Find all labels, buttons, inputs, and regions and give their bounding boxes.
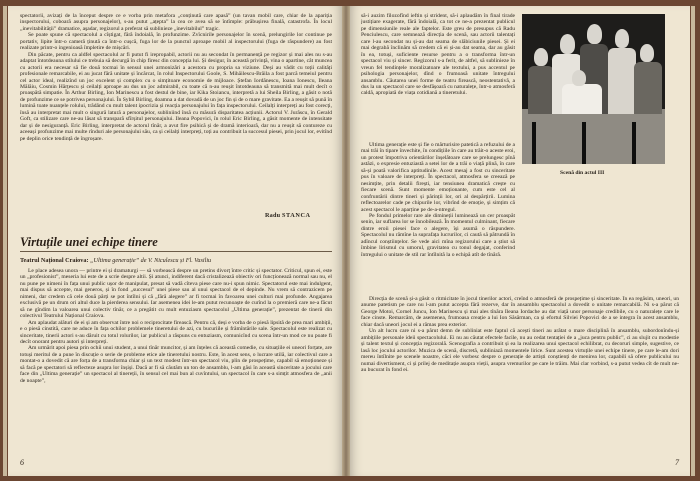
- article-subtitle-play: „Ultima generație” de V. Niculescu și Fl. Vasiliu: [90, 257, 212, 264]
- article-subtitle-theatre: Teatrul Național Craiova:: [20, 257, 89, 264]
- left-paragraph-1: spectatorii, avizați de la început despre ce e vorba prin metafora „conținută care apasă” (un tavan mobil care, chiar de la apariția inspectorului, coboară asupra personajelor), s-au putut „ațepta” la cea ce avea să se întîmple: prăbușirea finală, catastrofa. În locul „inevitabilității” dramatice, aşadar, regizorul a preferat să sublinieze „inevitabilul” tragic.: [20, 13, 332, 32]
- right-column-2-cont: Pe fondul primelor rare ale dimineții luminează un cer proaspăt senin, iar suflarea lor se înnobilează. În momentul culminant, fiecare dintre eroii piesei face o alegere, își asumă o răspundere. Spectacolul nu rămîne la suprafața lucrurilor, ci caută să pătrundă în adîncul conștiințelor. Se vede aici mîna regizorului care a știut să îmbine lirismul cu umorul, gravitatea cu tonul degajat, conferind întregului o unitate de stil rar întîlnită la o echipă atît de tînără.: [361, 212, 515, 258]
- left-paragraph-3: Din păcate, pentru ca aldfel spectacolul ar fi putut fi irepropabil, actorii nu au secondat în permanență pe regizor și mai ales nu s-au adaptat întotdeauna stilului ce trebuia să decurgă în chip firesc din concepția lui. Și desigur, în această privință, vina o apartine, cât muncea cu actorii era necesar să fie două tocmai în sensul unei armonizări a acestora cu propria sa viziune. Deși au vădit cu toții calități profesionale remarcabile, ei au jucat fără unitate și încărcat, în rolul Inspectorului Goole, S. Mihăilescu-Brăila a fost parcă temeiul pentru cel actor ideal, realizînd un joc excelent și complex cu o simțitoare economie de mijloace. Ștefan Iordănescu, Ioana Ionescu, Ileana Mălăiu, Cosmin Hărțescu și ceilalți aproape au dus un joc admirabil, cu toate că n-au reușit întotdeauna să transmită mai mult decît o proaspătă simpatie. În Arthur Birling, Ion Marinescu a fost destul de bine, iar Kika Stoiancu, interpretă a lui Sheila Birling, a găsit o notă de profunzime ce se potrivea personajului. În Sybil Birling, doamna a dat dovadă de un joc fin și de o mare gravitate. Ea a reușit să pună în lumină toate nuanțele rolului, trădând cu mult talent ipocrizia și reacția personajului în fața inspectorului. Ceilalți interpreți au fost corecți, însă au interpretat mai mult o singură latură a personajelor, subliniind însă cu măsură disparitatea acțiunii. Actorul V. Jurăscu, în Gerald Goft, ca stilizare care ne-au lăsat să transpară sfîrșitul personajului. Ileana Popovici, în rolul Eric Birling, a găsit momente de intensitate dar și de nesiguranță. Eric Birling, interpretat de actorul tînăr, a avut fire psihică și de dramă interioară, dar nu a reușit să contureze cu aceeași profunzime mai multe rînduri ale personajului său, ca și ceilalți interpreți, toți au contribuit la succesul piesei, prin jocul lor, evitînd pe deplin orice tendință de îngroșare.: [20, 51, 332, 142]
- author-last-name: STANCA: [282, 212, 311, 219]
- left-article-text: [20, 268, 332, 454]
- article-subtitle: [20, 257, 332, 264]
- stage-photo: [522, 14, 665, 164]
- author-first-name: Radu: [265, 212, 281, 219]
- left-paragraph-2: Se poate spune că spectacolul a cîștigat, fără îndoială, în profunzime. Zvîcnirile personajelor în scenă, prelungirile lor continue pe portativ, lipite într-o cameră ținută ca într-o cușcă, fuga lor de la punctul aproape mobil al inspectorului (fuga de răspundere) au fost realizate printr-o ingenioasă împletire de mișcări.: [20, 32, 332, 52]
- left-page-number: 6: [20, 458, 24, 467]
- right-column-2-text: Ultima generație este și fie o mărturisire patetică a refuzului de a mai trăi în tipare învechite, în condițiile în care au trăit-o aceste eroi, un protest împotriva orientărilor înșelătoare care se prelungesc pînă astăzi, o expresie entuziastă a setei lor de a trăi o viață plină, în care să-și poată valorifica aptitudinile. Acest mesaj a fost cu sinceritate pus în valoare de interpreți. În spectacol, atmosfera se creează pe nesimțite, prin detalii firești, iar tensiunea dramatică crește cu fiecare scenă. Sunt momente emoționante, cum este cel al confruntării dintre tineri și părinții lor, ori al despărțirii. Lumina reflectoarelor cade pe chipurile lor, vibrînd de emoție, și simțim că acest spectacol le aparține pe de-a-ntregul.: [361, 142, 515, 213]
- left-review-text: [20, 13, 332, 201]
- article-paragraph-2: Am aplaudat alături de ei și am observat între noi o reciprocitate firească. Pentru că, deși e vorba de o piesă lipsită de prea mari ambiții, e o piesă cinstită, care ne aduce în fața ochilor problemele tineretului de azi, cu bucuriile și frămîntările sale. Spectacolul este realizat cu sinceritate, tinerii actori s-au dăruit cu totul rolurilor, iar publicul a răspuns cu entuziasm, comunicînd cu scena într-un mod ce nu poate fi decît onorant pentru autori și interpreți.: [20, 319, 332, 345]
- author-signature: [265, 212, 311, 219]
- right-column-1: să-i auzim filozofînd ieftin și strident, să-i aplaudăm în final tirade justițiare exagerate, fără îndoială, ca tot ce ne-a prezentat publicul pe dimensiunile reale ale faptelor. Este greu de presupus că Radu Penciulescu, care semnează direcția de scenă, sau actorii talentați care l-au secondat nu și-au dat seama de slăbiciunile piesei. Și ei mai degrabă înclinăm să credem că ei și-au dat seama, dar au găsit în ea, totuși, suficiente resurse pentru a o transforma într-un spectacol viu și sincer. Regizorul s-a ferit, de altfel, să sublinieze în vreun fel tendințele moralizatoare ale textului, a pus accentul pe psihologia personajelor, dînd o frumoasă unitate întregului ansamblu. Căutarea unei forme de teatru firească, neostentativă, a dus la un spectacol care se desfășoară cu naturalețe, într-o atmosferă caldă, apropiată de viața cotidiană a tineretului.: [361, 13, 515, 97]
- photo-caption: Scenă din actul III: [560, 170, 605, 176]
- right-lower-paragraph-1: Direcția de scenă și-a găsit o ritmicitate în jocul tinerilor actori, creînd o atmosferă de prospețime și sinceritate. În ea regăsim, uneori, un anume patetism pe care nu l-am putut accepta fără rezerve, dar în ansamblu spectacolul a dovedit o unitate remarcabilă. Ni s-a părut că George Motoi, Cornel Juncu, Ion Marinescu și mai ales tînăra Ileana Iordache au dat viață unor personaje credibile, cu o naturalețe care le face cinste. Remarcăm, de asemenea, frumoasa creație a lui Ion Săsărman, ca și efortul Silviei Popovici de a se integra în acest ansamblu, chiar dacă uneori jocul ei a rămas prea exterior.: [361, 296, 679, 328]
- left-page-edge: [3, 6, 7, 476]
- article-paragraph-1: Le place adesea unora — printre ei și dramaturgi — să vorbească despre un pretins divorț între critic și spectator. Criticul, spun ei, este un „profesionist”, meseria lui este de a scrie despre altii. Și atunci, indiferent dacă cristalizează obiectiv ori funcționează normal sau nu, el nu pune pe nimeni în fața unui public ușor de manipulat, presat să vadă cîteva piese care nu-i spun nimic. Spectatorul este mai indulgent, mai dispus să accepte, mai generos, și în fond „succesul” unei piese sau al unui spectacol de el depinde. Nu vrem să contrazicem pe nimeni, dar credem că cele două părți se pot întîlni și că „fără alegere” ar fi tocmai în favoarea unei culturi mai profunde. Angajarea exclusivă pe un drum ori altul duce la pierderea sensului. Iar asemenea idei le-am putut recunoaște de curînd la o premieră care ne-a făcut să ne gîndim la valoarea unui colectiv tînăr, ce a pregătit cu mult entuziasm spectacolul „Ultima generație”, prezentat de tinerii din colectivul Teatrului Național Craiova.: [20, 268, 332, 320]
- title-rule: [20, 251, 332, 252]
- article-title: Virtuțile unei echipe tinere: [20, 235, 158, 249]
- right-column-2: [361, 142, 515, 292]
- right-page-edge: [691, 6, 695, 476]
- article-paragraph-3: Am urmărit apoi piesa prin ochii unui student, a unui tînăr muncitor, și am înțeles că această comedie, cu situațiile ei uneori forțate, are totuși meritul de a pune în discuție o serie de probleme etice ale tineretului nostru. Este, în acest sens, o lucrare utilă, iar colectivul care a montat-o a dovedit că are forța de a transforma chiar și un text modest într-un spectacol viu, plin de prospețime, capabil să emoționeze și să facă pe spectatori să reflecteze asupra lor înșiși. Dacă ar fi să căutăm un ton de ansamblu, l-am găsi în această sinceritate a jocului care face din „Ultima generație” un spectacol al tinereții, în sensul cel mai bun al cuvîntului, un spectacol în care s-a simțit atmosfera de „anii de noapte”,: [20, 345, 332, 384]
- right-lower-paragraph-2: Un alt lucru care ni s-a părut demn de subliniat este faptul că acești tineri au arătat o mare disciplină în ansamblu, subordonîndu-și ambițiile personale ideii spectacolului. Ei nu au căutat efectele facile, nu au cedat tentației de a „juca pentru public”, ci au slujit cu modestie și talent textul și concepția regizorală. Scenografia a contribuit și ea la realizarea unui spectacol echilibrat, cu decoruri simple, sugestive, ce lasă loc jocului actorilor. Muzica de scenă, discretă, subliniază momentele lirice. Sunt acestea virtuțile unei echipe tinere, pe care le-am dori mereu întîlnite pe scenele noastre, căci ele vorbesc despre o generație de artiști conștienți de menirea lor, capabili să ofere publicului nu numai divertisment, ci și prilej de meditație asupra vieții, asupra vremurilor pe care le trăim. Mai clar vorbind, s-a putut vedea cît de mult ne-au bucurat în fond ei.: [361, 328, 679, 373]
- right-lower-text: [361, 296, 679, 456]
- right-page-number: 7: [675, 458, 679, 467]
- book-gutter: [342, 6, 350, 476]
